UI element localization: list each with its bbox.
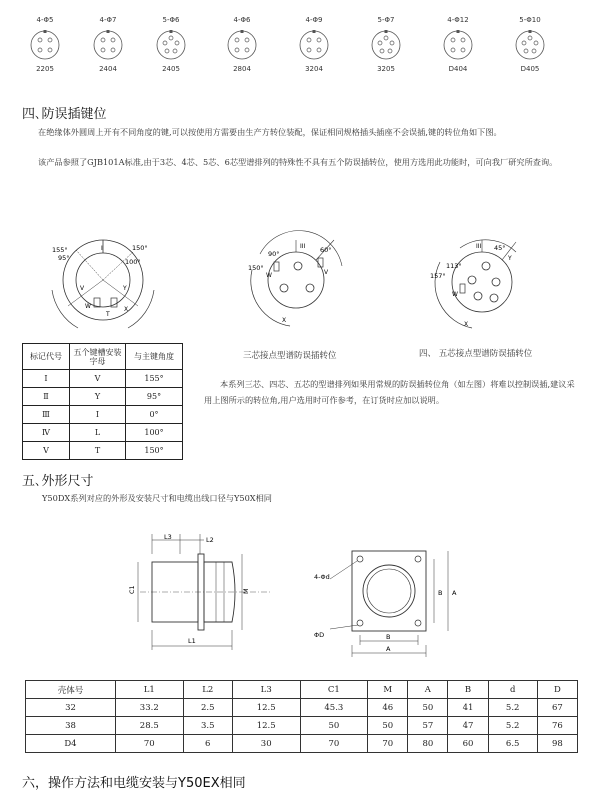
three-pin-caption: 三芯接点型谱防误插转位: [243, 351, 337, 361]
table-row: [23, 406, 183, 424]
key-iii-c: III: [476, 243, 482, 250]
table-cell: 98: [537, 735, 577, 753]
dim-table-header: 壳体号: [26, 681, 116, 699]
table-row: [26, 735, 578, 753]
table-cell: 33.2: [115, 699, 183, 717]
pin-layout-item: [78, 15, 138, 73]
dim-l2: L2: [206, 536, 214, 544]
pin-layout-item: [428, 15, 488, 73]
table-cell: Ⅲ: [23, 406, 70, 424]
pin-layout-code: D405: [520, 65, 540, 73]
table-cell: 32: [26, 699, 116, 717]
key-y: Y: [123, 285, 127, 292]
dim-a-bottom: A: [386, 645, 391, 653]
dim-table-header: B: [448, 681, 488, 699]
table-cell: Ⅱ: [23, 388, 70, 406]
angle-113: 113°: [446, 262, 462, 270]
table-cell: 57: [408, 717, 448, 735]
table-row: [23, 442, 183, 460]
pin-face-icon: [155, 29, 187, 61]
table-cell: 12.5: [232, 699, 300, 717]
pin-layout-code: 2405: [162, 65, 180, 73]
table-cell: 2.5: [183, 699, 232, 717]
pin-layout-item: [500, 15, 560, 73]
dim-table-header: L2: [183, 681, 232, 699]
pin-layout-code: D404: [448, 65, 468, 73]
pin-face-icon: [370, 29, 402, 61]
key-t: T: [106, 311, 110, 318]
table-cell: 5.2: [488, 699, 537, 717]
pin-layout-label: 4-Φ7: [99, 16, 117, 24]
hole-label: 4-Φd: [314, 573, 330, 581]
dim-phi-d: ΦD: [314, 631, 325, 639]
standard-key-angle-diagram: [38, 228, 168, 338]
key-w-c: W: [452, 291, 458, 298]
pin-layout-item: [141, 15, 201, 73]
pin-layout-item: [15, 15, 75, 73]
table-cell: 70: [300, 735, 368, 753]
dim-table-header: M: [368, 681, 408, 699]
table-cell: 70: [115, 735, 183, 753]
pin-layout-label: 4-Φ5: [36, 16, 54, 24]
section5-paragraph: Y50DX系列对应的外形及安装尺寸和电缆出线口径与Y50X相同: [42, 493, 272, 503]
pin-face-icon: [92, 29, 124, 61]
table-cell: V: [70, 370, 126, 388]
table-cell: 76: [537, 717, 577, 735]
angle-60: 60°: [320, 246, 332, 254]
dim-l3: L3: [164, 533, 172, 541]
pin-layout-label: 4-Φ6: [233, 16, 251, 24]
pin-face-icon: [226, 29, 258, 61]
angle-155: 155°: [52, 246, 68, 254]
pin-layout-label: 5-Φ6: [162, 16, 180, 24]
table-cell: 46: [368, 699, 408, 717]
key-v-b: V: [324, 269, 329, 276]
table-cell: 80: [408, 735, 448, 753]
three-pin-key-diagram: [238, 222, 358, 342]
table-cell: 155°: [126, 370, 183, 388]
key-i: I: [101, 245, 103, 252]
angle-100: 100°: [125, 258, 141, 266]
section4-paragraph-2: 该产品参照了GJB101A标准,由于3芯、4芯、5芯、6芯型谱排列的特殊性不具有五个防误插转位，使用方选用此功能时，可向我厂研究所查询。: [38, 157, 558, 167]
angle-95: 95°: [58, 254, 70, 262]
table-cell: 6.5: [488, 735, 537, 753]
angle-90: 90°: [268, 250, 280, 258]
section4-paragraph-1: 在绝缘体外圆周上开有不同角度的键,可以按使用方需要由生产方转位装配，保证相同规格插头插座不会误插,键的转位角如下图。: [38, 127, 502, 137]
pin-face-icon: [442, 29, 474, 61]
table-cell: 28.5: [115, 717, 183, 735]
table-cell: 47: [448, 717, 488, 735]
table-row: [23, 388, 183, 406]
dim-table-header: L3: [232, 681, 300, 699]
key-table-header: 五个键槽安装字母: [70, 344, 126, 370]
section-title-operation: 六，操作方法和电缆安装与Y50EX相同: [22, 776, 246, 791]
table-row: [26, 717, 578, 735]
pin-layout-code: 3204: [305, 65, 323, 73]
key-x: X: [124, 306, 129, 313]
table-cell: Ⅰ: [23, 370, 70, 388]
key-x-b: X: [282, 317, 287, 324]
table-cell: 70: [368, 735, 408, 753]
dimensions-table: [25, 680, 578, 753]
section-title-dimensions: 五､外形尺寸: [22, 474, 94, 489]
dim-table-header: A: [408, 681, 448, 699]
pin-layout-code: 3205: [377, 65, 395, 73]
table-cell: 50: [408, 699, 448, 717]
angle-157: 157°: [430, 272, 446, 280]
table-cell: Ⅴ: [23, 442, 70, 460]
dim-a-side: A: [452, 589, 457, 597]
table-cell: 38: [26, 717, 116, 735]
table-cell: 150°: [126, 442, 183, 460]
key-w-b: W: [266, 272, 272, 279]
table-cell: D4: [26, 735, 116, 753]
table-cell: 5.2: [488, 717, 537, 735]
pin-face-icon: [514, 29, 546, 61]
pin-layout-label: 5-Φ7: [377, 16, 395, 24]
pin-layout-label: 5-Φ10: [519, 16, 541, 24]
key-y-c: Y: [508, 255, 512, 262]
key-table-header: 与主键角度: [126, 344, 183, 370]
dim-table-header: L1: [115, 681, 183, 699]
table-cell: 95°: [126, 388, 183, 406]
table-row: [23, 370, 183, 388]
dim-b-bottom: B: [386, 633, 391, 641]
table-cell: 67: [537, 699, 577, 717]
section-title-key-positions: 四､防误插键位: [22, 107, 107, 122]
pin-face-icon: [29, 29, 61, 61]
table-cell: 45.3: [300, 699, 368, 717]
pin-layout-code: 2205: [36, 65, 54, 73]
pin-layout-label: 4-Φ12: [447, 16, 469, 24]
table-cell: 50: [300, 717, 368, 735]
key-note-paragraph: 本系列三芯、四芯、五芯的型谱排列如果用常规的防误插转位角（如左图）将难以控制误插,建议采用上图所示的转位角,用户选用时可作参考，在订货时应加以说明。: [204, 379, 575, 405]
table-cell: 30: [232, 735, 300, 753]
dim-table-header: D: [537, 681, 577, 699]
table-cell: 100°: [126, 424, 183, 442]
table-cell: 12.5: [232, 717, 300, 735]
dim-l1: L1: [188, 637, 196, 645]
pin-face-icon: [298, 29, 330, 61]
table-cell: I: [70, 406, 126, 424]
dim-c1: C1: [128, 585, 136, 594]
table-row: [23, 424, 183, 442]
side-view-drawing: [120, 530, 280, 655]
angle-150-b: 150°: [248, 264, 264, 272]
pin-layout-item: [212, 15, 272, 73]
dim-m: M: [242, 588, 250, 594]
dim-table-header: d: [488, 681, 537, 699]
angle-45: 45°: [494, 244, 506, 252]
pin-layout-item: [356, 15, 416, 73]
pin-layout-item: [284, 15, 344, 73]
table-cell: 50: [368, 717, 408, 735]
key-w: W: [85, 303, 91, 310]
four-five-pin-caption: 四、 五芯接点型谱防误插转位: [419, 349, 533, 359]
pin-layout-label: 4-Φ9: [305, 16, 323, 24]
key-x-c: X: [464, 321, 469, 328]
key-table-header: 标记代号: [23, 344, 70, 370]
table-cell: Ⅳ: [23, 424, 70, 442]
four-five-pin-key-diagram: [420, 222, 540, 342]
table-cell: 0°: [126, 406, 183, 424]
pin-layout-code: 2804: [233, 65, 251, 73]
key-angle-table: [22, 343, 183, 460]
angle-150: 150°: [132, 244, 148, 252]
table-cell: 6: [183, 735, 232, 753]
table-cell: Y: [70, 388, 126, 406]
table-cell: 3.5: [183, 717, 232, 735]
table-cell: 41: [448, 699, 488, 717]
table-row: [26, 699, 578, 717]
dim-b-side: B: [438, 589, 443, 597]
dim-table-header: C1: [300, 681, 368, 699]
table-cell: 60: [448, 735, 488, 753]
table-cell: T: [70, 442, 126, 460]
key-v: V: [80, 285, 85, 292]
table-cell: L: [70, 424, 126, 442]
pin-layout-code: 2404: [99, 65, 117, 73]
front-view-drawing: [310, 545, 470, 660]
key-iii: III: [300, 243, 306, 250]
